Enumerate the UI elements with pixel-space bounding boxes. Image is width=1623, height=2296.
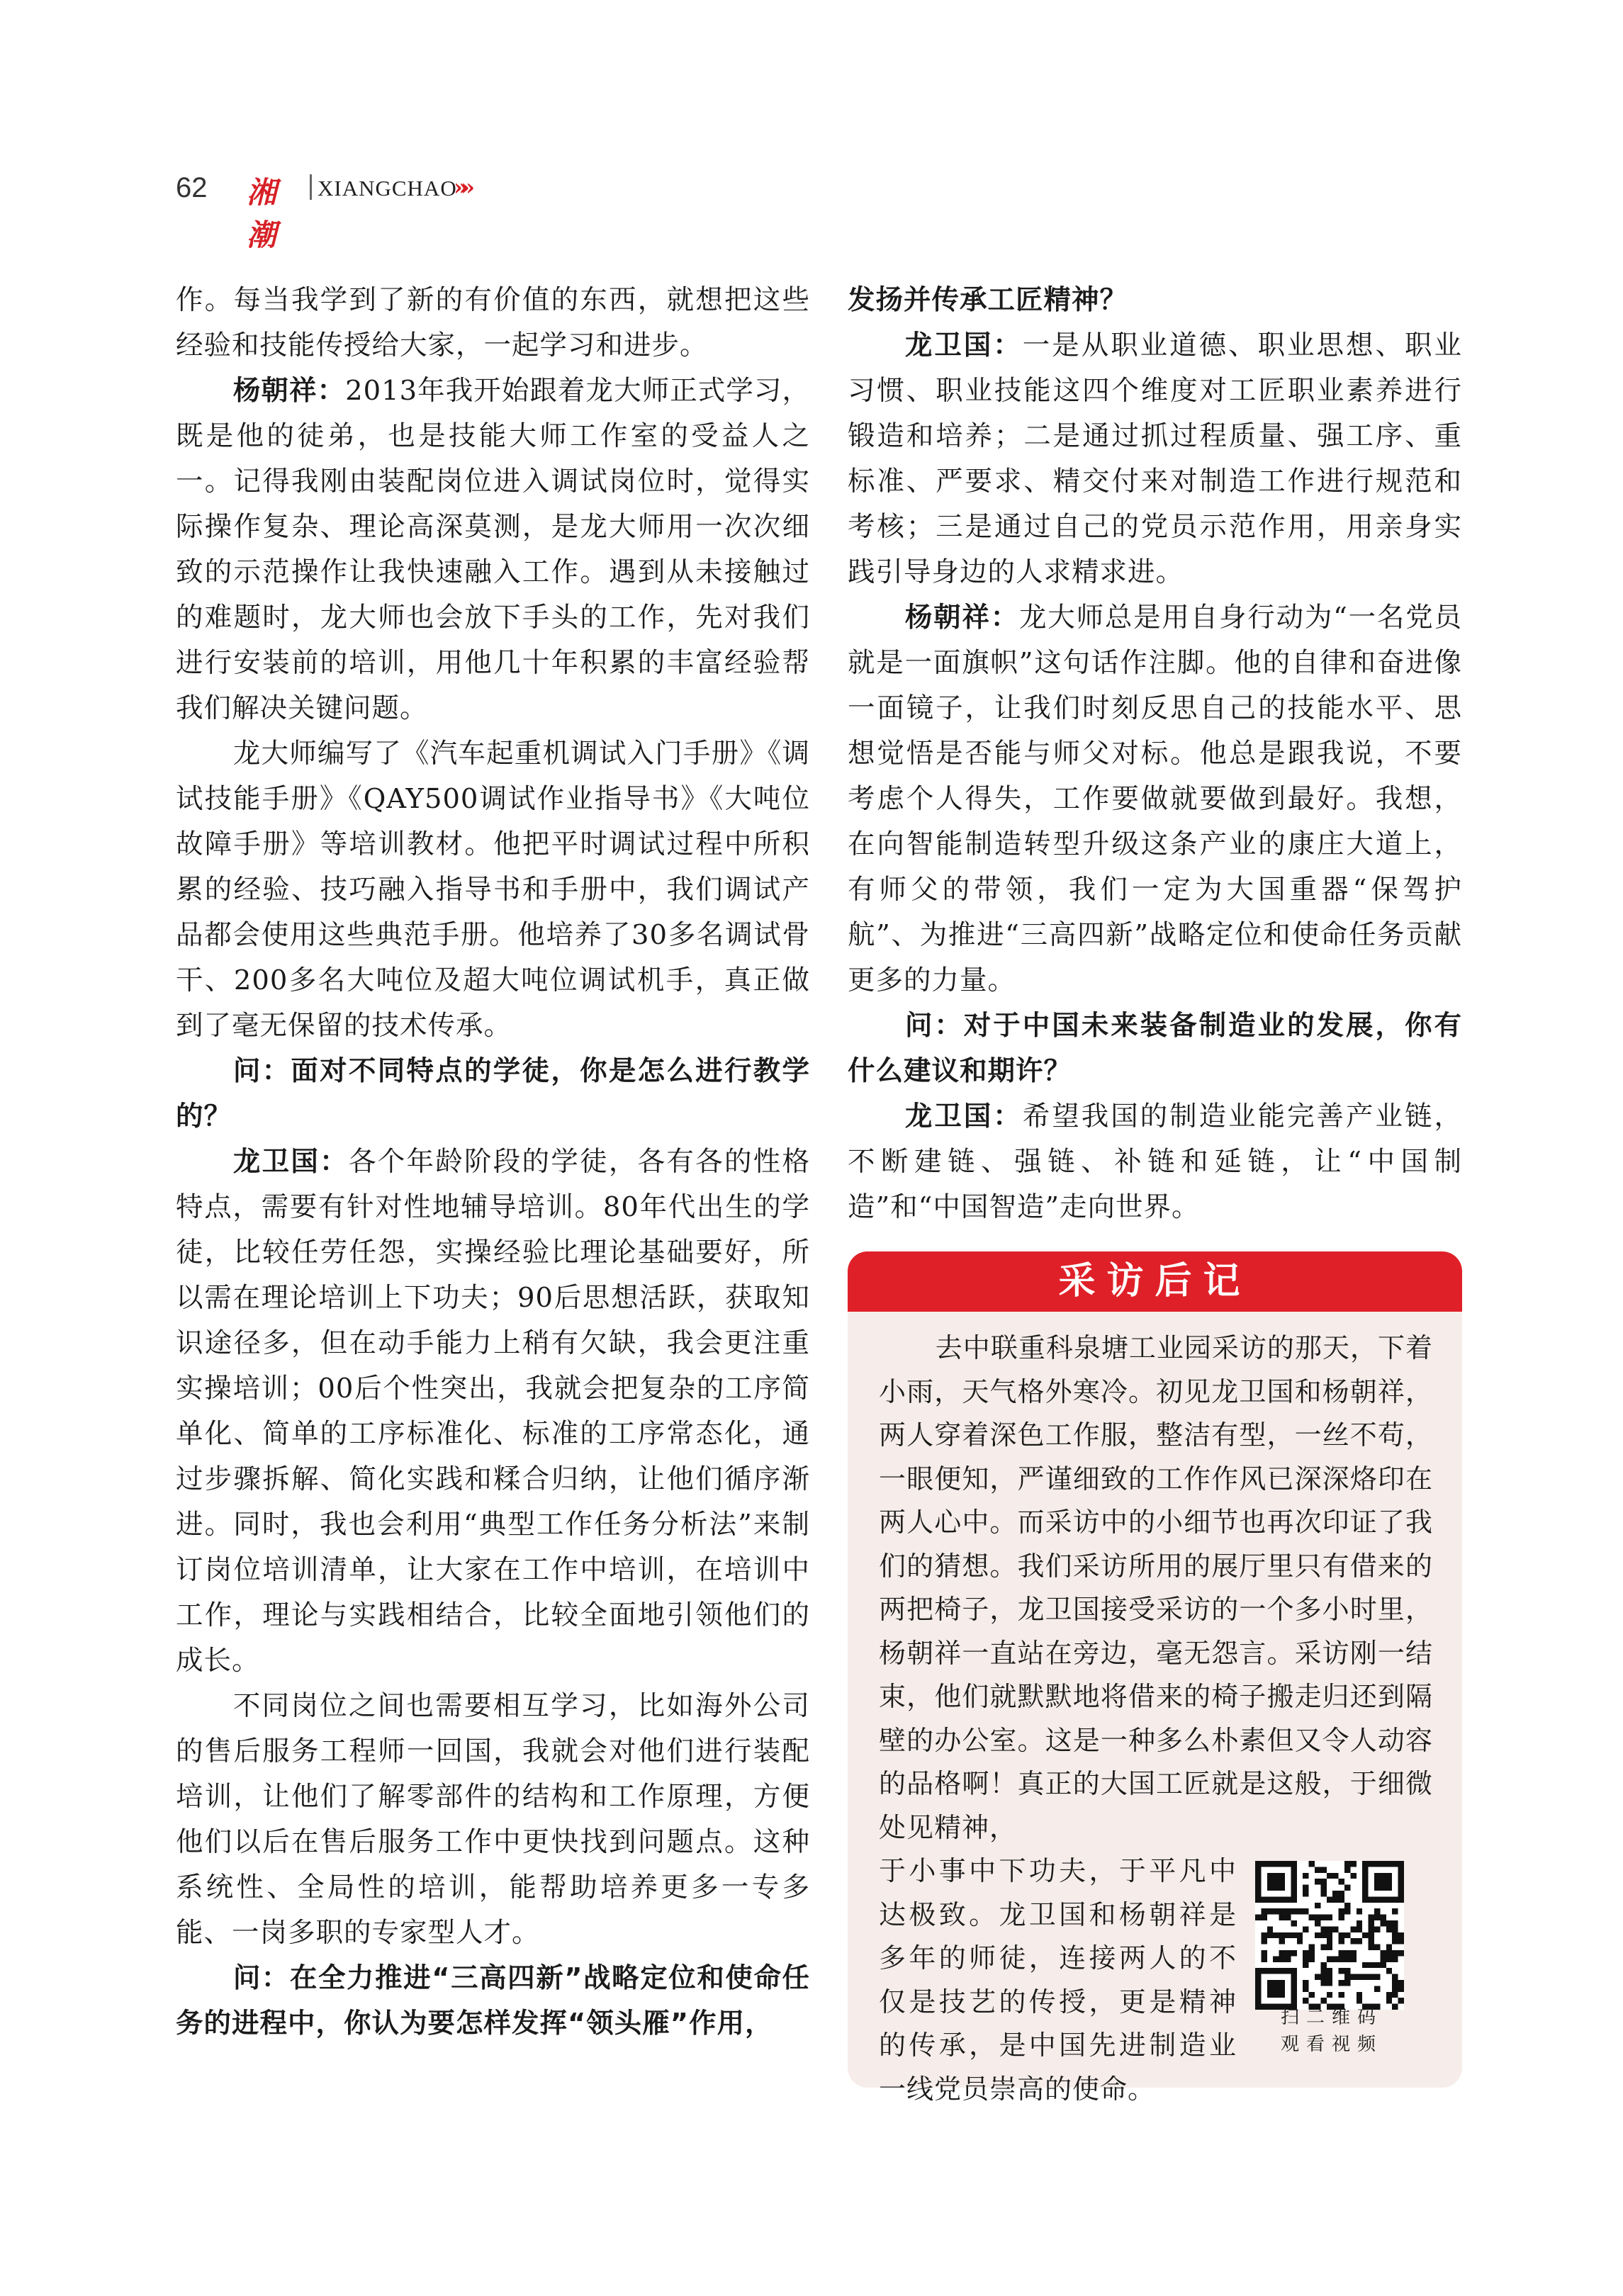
speaker-name: 杨朝祥： — [232, 375, 346, 407]
logo-divider — [310, 174, 312, 200]
chevron-right-icon: »» — [454, 174, 468, 201]
magazine-logo: 湘潮 — [247, 175, 274, 252]
paragraph: 龙卫国：希望我国的制造业能完善产业链，不断建链、强链、补链和延链，让“中国制造”和“中国智造”走向世界。 — [848, 1101, 1462, 1223]
paragraph: 杨朝祥：龙大师总是用自身行动为“一名党员就是一面旗帜”这句话作注脚。他的自律和奋进像一面镜子，让我们时刻反思自己的技能水平、思想觉悟是否能与师父对标。他总是跟我说，不要考虑个人得失，工作要做就要做到最好。我想，在向智能制造转型升级这条产业的康庄大道上，有师父的带领，我们一定为大国重器“保驾护航”、为推进“三高四新”战略定位和使命任务贡献更多的力量。 — [848, 602, 1462, 996]
paragraph: 作。每当我学到了新的有价值的东西，就想把这些经验和技能传授给大家，一起学习和进步。 — [176, 284, 810, 361]
interview-question-continued: 发扬并传承工匠精神？ — [848, 284, 1128, 316]
speaker-name: 龙卫国： — [904, 1101, 1023, 1132]
qr-caption-line: 观看视频 — [1280, 2034, 1383, 2055]
speaker-name: 龙卫国： — [232, 1146, 349, 1178]
paragraph: 龙卫国：一是从职业道德、职业思想、职业习惯、职业技能这四个维度对工匠职业素养进行锻造和培养；二是通过抓过程质量、强工序、重标准、严要求、精交付来对制造工作进行规范和考核；三是通过自己的党员示范作用，用亲身实践引导身边的人求精求进。 — [848, 330, 1462, 588]
paragraph: 杨朝祥：2013年我开始跟着龙大师正式学习，既是他的徒弟，也是技能大师工作室的受益人之一。记得我刚由装配岗位进入调试岗位时，觉得实际操作复杂、理论高深莫测，是龙大师用一次次细致的示范操作让我快速融入工作。遇到从未接触过的难题时，龙大师也会放下手头的工作，先对我们进行安装前的培训，用他几十年积累的丰富经验帮我们解决关键问题。 — [176, 375, 810, 724]
interview-question: 问：面对不同特点的学徒，你是怎么进行教学的？ — [176, 1055, 810, 1132]
postscript-text: 去中联重科泉塘工业园采访的那天，下着小雨，天气格外寒冷。初见龙卫国和杨朝祥，两人穿着深色工作服，整洁有型，一丝不苟，一眼便知，严谨细致的工作作风已深深烙印在两人心中。而采访中的小细节也再次印证了我们的猜想。我们采访所用的展厅里只有借来的两把椅子，龙卫国接受采访的一个多小时里，杨朝祥一直站在旁边，毫无怨言。采访刚一结束，他们就默默地将借来的椅子搬走归还到隔壁的办公室。这是一种多么朴素但又令人动容的品格啊！真正的大国工匠就是这般，于细微处见精神， — [879, 1332, 1433, 1843]
postscript-title: 采访后记 — [1058, 1260, 1252, 1302]
postscript-text-continued: 于小事中下功夫，于平凡中达极致。龙卫国和杨朝祥是多年的师徒，连接两人的不仅是技艺的传授，更是精神的传承，是中国先进制造业一线党员崇高的使命。 — [879, 1855, 1237, 2105]
qr-caption — [1261, 2004, 1403, 2058]
paragraph: 龙卫国：各个年龄阶段的学徒，各有各的性格特点，需要有针对性地辅导培训。80年代出生的学徒，比较任劳任怨，实操经验比理论基础要好，所以需在理论培训上下功夫；90后思想活跃，获取知识途径多，但在动手能力上稍有欠缺，我会更注重实操培训；00后个性突出，我就会把复杂的工序简单化、简单的工序标准化、标准的工序常态化，通过步骤拆解、简化实践和糅合归纳，让他们循序渐进。同时，我也会利用“典型工作任务分析法”来制订岗位培训清单，让大家在工作中培训，在培训中工作，理论与实践相结合，比较全面地引领他们的成长。 — [176, 1146, 810, 1677]
interview-question: 问：在全力推进“三高四新”战略定位和使命任务的进程中，你认为要怎样发挥“领头雁”作用， — [176, 1962, 810, 2039]
article-column-right — [848, 278, 1462, 1230]
article-column-left — [176, 278, 810, 2047]
paragraph: 龙大师编写了《汽车起重机调试入门手册》《调试技能手册》《QAY500调试作业指导书》《大吨位故障手册》等培训教材。他把平时调试过程中所积累的经验、技巧融入指导书和手册中，我们调试产品都会使用这些典范手册。他培养了30多名调试骨干、200多名大吨位及超大吨位调试机手，真正做到了毫无保留的技术传承。 — [176, 738, 810, 1042]
magazine-name-en: XIANGCHAO — [318, 176, 457, 201]
qr-code-graphic — [1255, 1861, 1404, 2010]
interview-postscript-box — [848, 1251, 1462, 2105]
speaker-name: 杨朝祥： — [904, 602, 1019, 634]
page-number: 62 — [176, 172, 208, 203]
speaker-name: 龙卫国： — [904, 330, 1023, 361]
qr-code-icon[interactable] — [1255, 1861, 1404, 2010]
qr-caption-line: 扫二维码 — [1280, 2007, 1383, 2028]
interview-question: 问：对于中国未来装备制造业的发展，你有什么建议和期许？ — [848, 1010, 1462, 1087]
paragraph: 不同岗位之间也需要相互学习，比如海外公司的售后服务工程师一回国，我就会对他们进行装配培训，让他们了解零部件的结构和工作原理，方便他们以后在售后服务工作中更快找到问题点。这种系统性、全局性的培训，能帮助培养更多一专多能、一岗多职的专家型人才。 — [176, 1690, 810, 1949]
